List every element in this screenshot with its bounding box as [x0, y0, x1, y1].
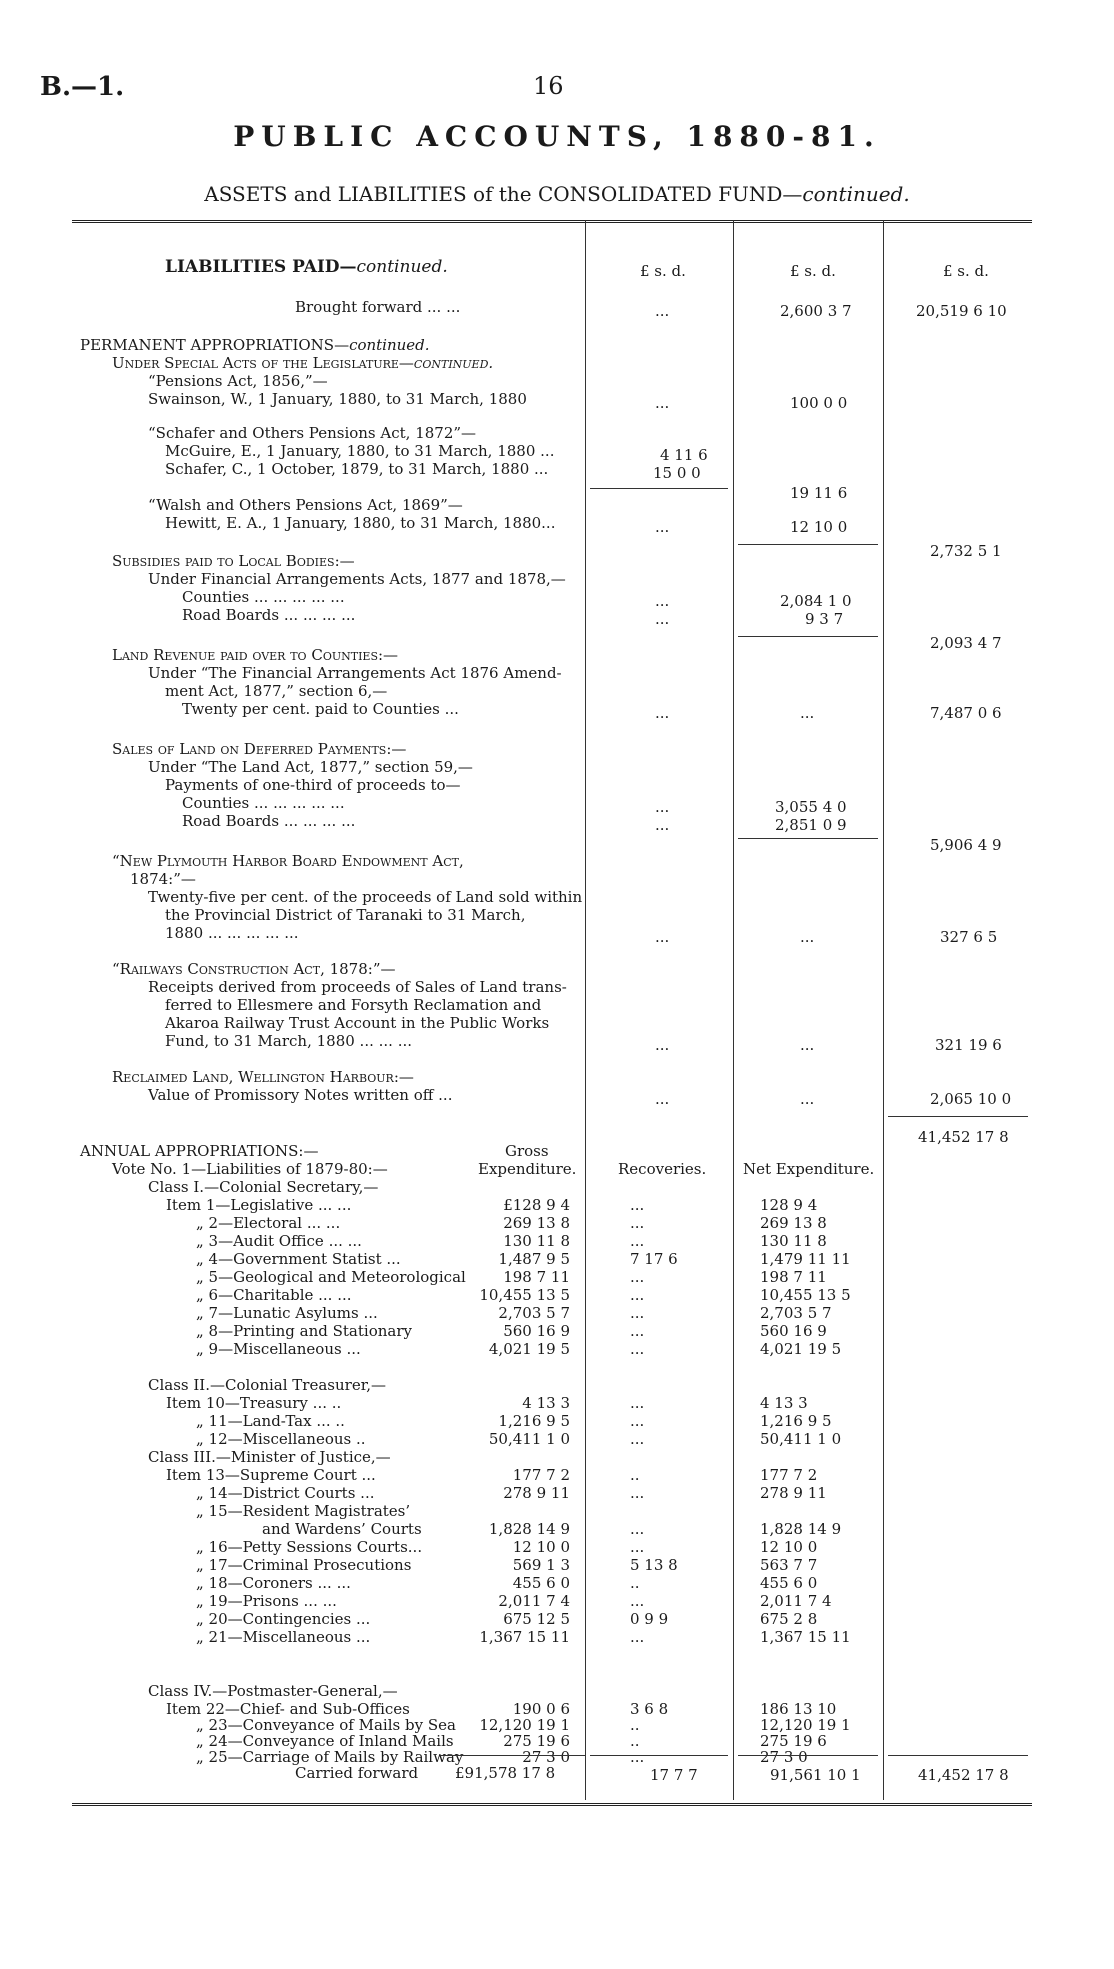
- brought-forward-c1: ...: [655, 302, 670, 320]
- swainson-c1: ...: [655, 394, 670, 412]
- item-recoveries: ...: [630, 1628, 645, 1646]
- item-label: Item 1—Legislative ... ...: [166, 1196, 352, 1214]
- item-recoveries: 7 17 6: [630, 1250, 678, 1268]
- item-gross: 27 3 0: [522, 1748, 570, 1766]
- vote-heading: Vote No. 1—Liabilities of 1879-80:—: [112, 1160, 388, 1178]
- subsidies-total: 2,093 4 7: [930, 634, 1002, 652]
- item-gross: 560 16 9: [503, 1322, 570, 1340]
- item-label: and Wardens’ Courts: [262, 1520, 422, 1538]
- permanent-total: 41,452 17 8: [918, 1128, 1009, 1146]
- net-head: Net Expenditure.: [743, 1160, 875, 1178]
- item-gross: 12 10 0: [512, 1538, 570, 1556]
- pensions-total: 2,732 5 1: [930, 542, 1002, 560]
- carried-forward-label: Carried forward: [295, 1764, 419, 1782]
- class-heading: Class III.—Minister of Justice,—: [148, 1448, 391, 1466]
- item-recoveries: ...: [630, 1232, 645, 1250]
- reclaimed-heading: Reclaimed Land, Wellington Harbour:—: [112, 1068, 414, 1086]
- mcguire-label: McGuire, E., 1 January, 1880, to 31 March, 1880 ...: [165, 442, 555, 460]
- sales-roads-c1: ...: [655, 816, 670, 834]
- reclaimed-c3: 2,065 10 0: [930, 1090, 1012, 1108]
- item-label: „ 5—Geological and Meteorological: [196, 1268, 466, 1286]
- item-gross: 278 9 11: [503, 1484, 570, 1502]
- item-label: „ 4—Government Statist ...: [196, 1250, 401, 1268]
- item-gross: 269 13 8: [503, 1214, 570, 1232]
- item-net: 12 10 0: [760, 1538, 818, 1556]
- item-net: 1,216 9 5: [760, 1412, 832, 1430]
- item-recoveries: ...: [630, 1484, 645, 1502]
- page-subtitle: ASSETS and LIABILITIES of the CONSOLIDATED FUND—continued.: [204, 182, 910, 206]
- item-recoveries: ...: [630, 1394, 645, 1412]
- plymouth-c1: ...: [655, 928, 670, 946]
- schafer-act-label: “Schafer and Others Pensions Act, 1872”—: [148, 424, 477, 442]
- item-recoveries: 3 6 8: [630, 1700, 669, 1718]
- reclaimed-c2: ...: [800, 1090, 815, 1108]
- item-net: 560 16 9: [760, 1322, 827, 1340]
- subtotal-rule: [590, 488, 728, 489]
- subtotal-rule: [590, 1755, 728, 1756]
- item-label: „ 20—Contingencies ...: [196, 1610, 371, 1628]
- gross-head-a: Gross: [505, 1142, 549, 1160]
- item-net: 50,411 1 0: [760, 1430, 842, 1448]
- item-net: 269 13 8: [760, 1214, 827, 1232]
- railways-line-c: ferred to Ellesmere and Forsyth Reclamation and: [165, 996, 542, 1014]
- item-label: „ 18—Coroners ... ...: [196, 1574, 351, 1592]
- item-label: „ 14—District Courts ...: [196, 1484, 375, 1502]
- sales-counties-c2: 3,055 4 0: [775, 798, 847, 816]
- item-recoveries: ...: [630, 1412, 645, 1430]
- land-revenue-act-a: Under “The Financial Arrangements Act 1876 Amend-: [148, 664, 562, 682]
- railways-c2: ...: [800, 1036, 815, 1054]
- land-revenue-c3: 7,487 0 6: [930, 704, 1002, 722]
- hewitt-label: Hewitt, E. A., 1 January, 1880, to 31 March, 1880...: [165, 514, 556, 532]
- carried-net: 91,561 10 1: [770, 1766, 861, 1784]
- item-gross: 198 7 11: [503, 1268, 570, 1286]
- carried-recoveries: 17 7 7: [650, 1766, 698, 1784]
- item-label: „ 23—Conveyance of Mails by Sea: [196, 1716, 456, 1734]
- item-recoveries: ..: [630, 1466, 640, 1484]
- plymouth-c3: 327 6 5: [940, 928, 998, 946]
- sales-total: 5,906 4 9: [930, 836, 1002, 854]
- sales-act: Under “The Land Act, 1877,” section 59,—: [148, 758, 473, 776]
- gross-head-b: Expenditure.: [478, 1160, 577, 1178]
- item-label: „ 17—Criminal Prosecutions: [196, 1556, 412, 1574]
- item-net: 2,011 7 4: [760, 1592, 832, 1610]
- item-gross: 4 13 3: [522, 1394, 570, 1412]
- item-label: „ 19—Prisons ... ...: [196, 1592, 337, 1610]
- swainson-label: Swainson, W., 1 January, 1880, to 31 March, 1880: [148, 390, 527, 408]
- item-net: 563 7 7: [760, 1556, 818, 1574]
- brought-forward-label: Brought forward ... ...: [295, 298, 461, 316]
- item-net: 186 13 10: [760, 1700, 837, 1718]
- item-gross: 10,455 13 5: [479, 1286, 570, 1304]
- item-net: 177 7 2: [760, 1466, 818, 1484]
- plymouth-line-e: 1880 ... ... ... ... ...: [165, 924, 299, 942]
- col2-currency-head: £ s. d.: [790, 262, 836, 280]
- item-net: 128 9 4: [760, 1196, 818, 1214]
- subsidies-counties-c2: 2,084 1 0: [780, 592, 852, 610]
- column-divider: [883, 220, 884, 1800]
- item-label: „ 6—Charitable ... ...: [196, 1286, 352, 1304]
- item-label: „ 24—Conveyance of Inland Mails: [196, 1732, 454, 1750]
- item-recoveries: ...: [630, 1268, 645, 1286]
- subtotal-rule: [738, 544, 878, 545]
- item-gross: 2,011 7 4: [498, 1592, 570, 1610]
- land-revenue-c1: ...: [655, 704, 670, 722]
- item-gross: 569 1 3: [512, 1556, 570, 1574]
- railways-heading: “Railways Construction Act, 1878:”—: [112, 960, 396, 978]
- item-gross: 2,703 5 7: [498, 1304, 570, 1322]
- item-gross: 675 12 5: [503, 1610, 570, 1628]
- item-recoveries: ...: [630, 1748, 645, 1766]
- land-revenue-heading: Land Revenue paid over to Counties:—: [112, 646, 399, 664]
- item-recoveries: ...: [630, 1196, 645, 1214]
- item-gross: 50,411 1 0: [488, 1430, 570, 1448]
- railways-line-d: Akaroa Railway Trust Account in the Public Works: [165, 1014, 550, 1032]
- subsidies-act-label: Under Financial Arrangements Acts, 1877 and 1878,—: [148, 570, 566, 588]
- item-recoveries: ..: [630, 1574, 640, 1592]
- item-label: „ 3—Audit Office ... ...: [196, 1232, 362, 1250]
- item-label: Item 10—Treasury ... ..: [166, 1394, 342, 1412]
- subsidies-counties-label: Counties ... ... ... ... ...: [182, 588, 345, 606]
- carried-gross: £91,578 17 8: [455, 1764, 556, 1782]
- item-gross: 190 0 6: [512, 1700, 570, 1718]
- item-recoveries: ...: [630, 1340, 645, 1358]
- item-recoveries: ...: [630, 1592, 645, 1610]
- page-number: 16: [533, 72, 564, 100]
- mcguire-c1: 4 11 6: [660, 446, 708, 464]
- item-net: 675 2 8: [760, 1610, 818, 1628]
- plymouth-heading-b: 1874:”—: [130, 870, 196, 888]
- brought-forward-c2: 2,600 3 7: [780, 302, 852, 320]
- special-acts-heading: Under Special Acts of the Legislature—continued.: [112, 354, 494, 372]
- swainson-c2: 100 0 0: [790, 394, 848, 412]
- item-recoveries: ...: [630, 1430, 645, 1448]
- item-net: 1,367 15 11: [760, 1628, 851, 1646]
- sales-payments: Payments of one-third of proceeds to—: [165, 776, 461, 794]
- sales-counties-c1: ...: [655, 798, 670, 816]
- item-net: 4,021 19 5: [760, 1340, 842, 1358]
- item-gross: 12,120 19 1: [479, 1716, 570, 1734]
- liabilities-heading: LIABILITIES PAID—continued.: [165, 257, 448, 277]
- item-label: Item 13—Supreme Court ...: [166, 1466, 376, 1484]
- item-recoveries: ...: [630, 1520, 645, 1538]
- plymouth-heading-a: “New Plymouth Harbor Board Endowment Act,: [112, 852, 464, 870]
- subtotal-rule: [738, 1755, 878, 1756]
- class-heading: Class IV.—Postmaster-General,—: [148, 1682, 398, 1700]
- subtotal-rule: [440, 1755, 585, 1756]
- brought-forward-c3: 20,519 6 10: [916, 302, 1007, 320]
- item-recoveries: ..: [630, 1732, 640, 1750]
- column-divider: [585, 220, 586, 1800]
- item-net: 455 6 0: [760, 1574, 818, 1592]
- item-gross: 1,487 9 5: [498, 1250, 570, 1268]
- item-recoveries: ...: [630, 1214, 645, 1232]
- subsidies-heading: Subsidies paid to Local Bodies:—: [112, 552, 355, 570]
- item-label: „ 25—Carriage of Mails by Railway: [196, 1748, 464, 1766]
- sales-roads-label: Road Boards ... ... ... ...: [182, 812, 356, 830]
- item-gross: 130 11 8: [503, 1232, 570, 1250]
- item-recoveries: ...: [630, 1538, 645, 1556]
- schafer-c-c1: 15 0 0: [653, 464, 701, 482]
- item-recoveries: ...: [630, 1286, 645, 1304]
- item-net: 278 9 11: [760, 1484, 827, 1502]
- item-net: 198 7 11: [760, 1268, 827, 1286]
- item-recoveries: 0 9 9: [630, 1610, 669, 1628]
- reclaimed-c1: ...: [655, 1090, 670, 1108]
- item-gross: 455 6 0: [512, 1574, 570, 1592]
- item-label: „ 2—Electoral ... ...: [196, 1214, 341, 1232]
- item-net: 130 11 8: [760, 1232, 827, 1250]
- annual-heading: ANNUAL APPROPRIATIONS:—: [80, 1142, 319, 1160]
- item-label: „ 21—Miscellaneous ...: [196, 1628, 371, 1646]
- item-gross: 4,021 19 5: [488, 1340, 570, 1358]
- item-label: „ 12—Miscellaneous ..: [196, 1430, 366, 1448]
- item-gross: 177 7 2: [512, 1466, 570, 1484]
- carried-c3: 41,452 17 8: [918, 1766, 1009, 1784]
- subsidies-roads-label: Road Boards ... ... ... ...: [182, 606, 356, 624]
- permanent-heading: PERMANENT APPROPRIATIONS—continued.: [80, 336, 430, 354]
- plymouth-line-d: the Provincial District of Taranaki to 31 March,: [165, 906, 526, 924]
- item-label: „ 15—Resident Magistrates’: [196, 1502, 411, 1520]
- schafer-c-label: Schafer, C., 1 October, 1879, to 31 March, 1880 ...: [165, 460, 549, 478]
- subtotal-rule: [888, 1116, 1028, 1117]
- schafer-total: 19 11 6: [790, 484, 848, 502]
- item-net: 12,120 19 1: [760, 1716, 851, 1734]
- item-gross: 1,367 15 11: [479, 1628, 570, 1646]
- class-heading: Class I.—Colonial Secretary,—: [148, 1178, 379, 1196]
- item-recoveries: ...: [630, 1304, 645, 1322]
- pensions-act-label: “Pensions Act, 1856,”—: [148, 372, 328, 390]
- plymouth-c2: ...: [800, 928, 815, 946]
- railways-line-b: Receipts derived from proceeds of Sales of Land trans-: [148, 978, 567, 996]
- plymouth-line-c: Twenty-five per cent. of the proceeds of Land sold within: [148, 888, 583, 906]
- item-label: „ 16—Petty Sessions Courts...: [196, 1538, 423, 1556]
- item-recoveries: ...: [630, 1322, 645, 1340]
- sales-counties-label: Counties ... ... ... ... ...: [182, 794, 345, 812]
- walsh-act-label: “Walsh and Others Pensions Act, 1869”—: [148, 496, 463, 514]
- hewitt-c2: 12 10 0: [790, 518, 848, 536]
- subtotal-rule: [738, 838, 878, 839]
- item-gross: 1,828 14 9: [488, 1520, 570, 1538]
- item-gross: 1,216 9 5: [498, 1412, 570, 1430]
- subsidies-counties-c1: ...: [655, 592, 670, 610]
- hewitt-c1: ...: [655, 518, 670, 536]
- land-revenue-act-b: ment Act, 1877,” section 6,—: [165, 682, 388, 700]
- subsidies-roads-c1: ...: [655, 610, 670, 628]
- reclaimed-label: Value of Promissory Notes written off ...: [148, 1086, 453, 1104]
- item-net: 1,828 14 9: [760, 1520, 842, 1538]
- document-reference: B.—1.: [40, 72, 125, 102]
- item-gross: £128 9 4: [503, 1196, 570, 1214]
- item-gross: 275 19 6: [503, 1732, 570, 1750]
- railways-line-e: Fund, to 31 March, 1880 ... ... ...: [165, 1032, 413, 1050]
- land-revenue-label: Twenty per cent. paid to Counties ...: [182, 700, 459, 718]
- railways-c3: 321 19 6: [935, 1036, 1002, 1054]
- item-net: 4 13 3: [760, 1394, 808, 1412]
- class-heading: Class II.—Colonial Treasurer,—: [148, 1376, 386, 1394]
- item-label: „ 11—Land-Tax ... ..: [196, 1412, 345, 1430]
- item-recoveries: 5 13 8: [630, 1556, 678, 1574]
- item-net: 10,455 13 5: [760, 1286, 851, 1304]
- col1-currency-head: £ s. d.: [640, 262, 686, 280]
- item-label: „ 7—Lunatic Asylums ...: [196, 1304, 378, 1322]
- item-net: 275 19 6: [760, 1732, 827, 1750]
- subtotal-rule: [888, 1755, 1028, 1756]
- land-revenue-c2: ...: [800, 704, 815, 722]
- sales-heading: Sales of Land on Deferred Payments:—: [112, 740, 407, 758]
- col3-currency-head: £ s. d.: [943, 262, 989, 280]
- recoveries-head: Recoveries.: [618, 1160, 707, 1178]
- item-net: 1,479 11 11: [760, 1250, 851, 1268]
- item-label: „ 9—Miscellaneous ...: [196, 1340, 361, 1358]
- item-label: Item 22—Chief- and Sub-Offices: [166, 1700, 410, 1718]
- page-title: PUBLIC ACCOUNTS, 1880-81.: [233, 120, 881, 153]
- sales-roads-c2: 2,851 0 9: [775, 816, 847, 834]
- item-label: „ 8—Printing and Stationary: [196, 1322, 412, 1340]
- item-recoveries: ..: [630, 1716, 640, 1734]
- subtotal-rule: [738, 636, 878, 637]
- subsidies-roads-c2: 9 3 7: [805, 610, 844, 628]
- column-divider: [733, 220, 734, 1800]
- item-net: 27 3 0: [760, 1748, 808, 1766]
- railways-c1: ...: [655, 1036, 670, 1054]
- item-net: 2,703 5 7: [760, 1304, 832, 1322]
